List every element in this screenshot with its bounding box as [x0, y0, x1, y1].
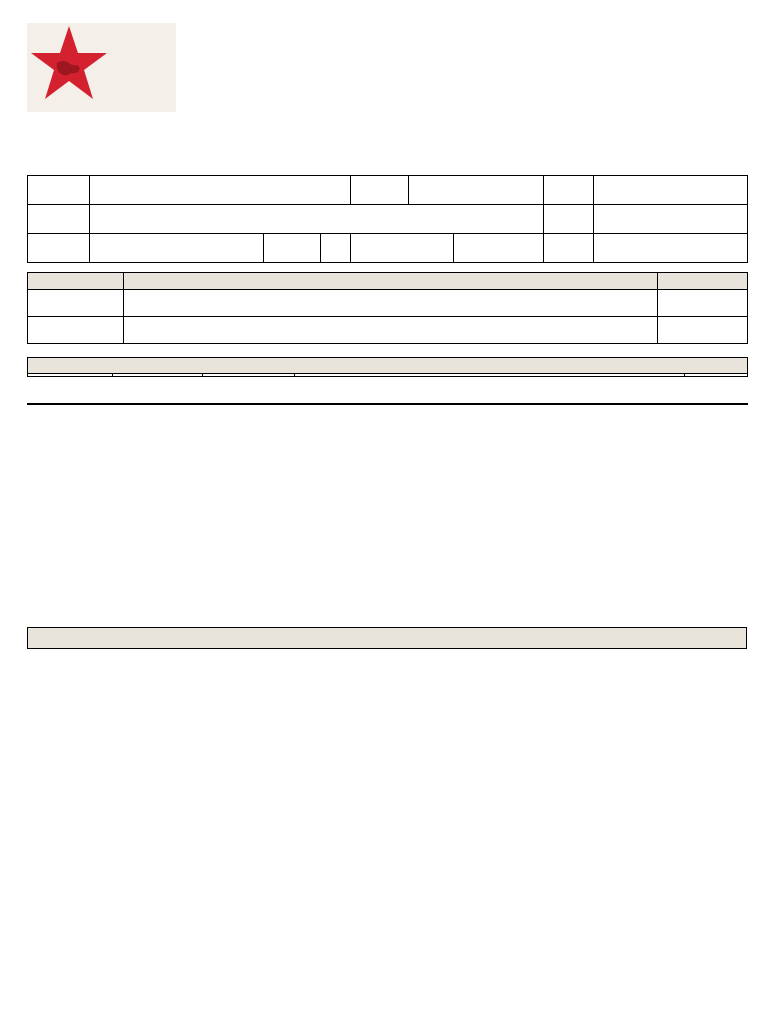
studio-info-table — [27, 175, 748, 263]
couple-header — [28, 273, 124, 290]
follow-name-field[interactable] — [124, 317, 658, 344]
lead-name-field[interactable] — [124, 290, 658, 317]
contact-person-label — [351, 176, 409, 205]
address-label — [28, 205, 90, 234]
star-logo-graphic — [27, 23, 176, 112]
hawaii-star-ball-logo — [27, 23, 176, 112]
age-sen1[interactable] — [113, 374, 203, 377]
age-categories-table — [27, 357, 748, 377]
email-label — [544, 205, 594, 234]
state-field[interactable] — [321, 234, 351, 263]
lead-ndca-field[interactable] — [658, 290, 748, 317]
city-field[interactable] — [90, 234, 264, 263]
ndca-header — [658, 273, 748, 290]
studio-field[interactable] — [90, 176, 351, 205]
state-label — [264, 234, 321, 263]
country-label — [544, 234, 594, 263]
address-field[interactable] — [90, 205, 544, 234]
lead-label — [28, 290, 124, 317]
phone-label — [544, 176, 594, 205]
phone-field[interactable] — [594, 176, 748, 205]
age-adult[interactable] — [28, 374, 113, 377]
studio-label — [28, 176, 90, 205]
age-sen2[interactable] — [203, 374, 295, 377]
age-masters[interactable] — [295, 374, 685, 377]
name-header — [124, 273, 658, 290]
summary-instruction — [27, 627, 747, 649]
ballroom-subheader — [28, 405, 210, 406]
follow-ndca-field[interactable] — [658, 317, 748, 344]
age-blank — [685, 374, 748, 377]
follow-label — [28, 317, 124, 344]
country-field[interactable] — [594, 234, 748, 263]
age-categories-title — [28, 358, 748, 374]
contact-person-field[interactable] — [409, 176, 544, 205]
postal-code-field[interactable] — [454, 234, 544, 263]
smooth-subheader — [566, 405, 748, 406]
couple-table — [27, 272, 748, 344]
rhythm-subheader — [392, 405, 566, 406]
email-field[interactable] — [594, 205, 748, 234]
postal-code-label — [351, 234, 454, 263]
latin-subheader — [210, 405, 392, 406]
city-label — [28, 234, 90, 263]
events-table — [27, 403, 748, 405]
